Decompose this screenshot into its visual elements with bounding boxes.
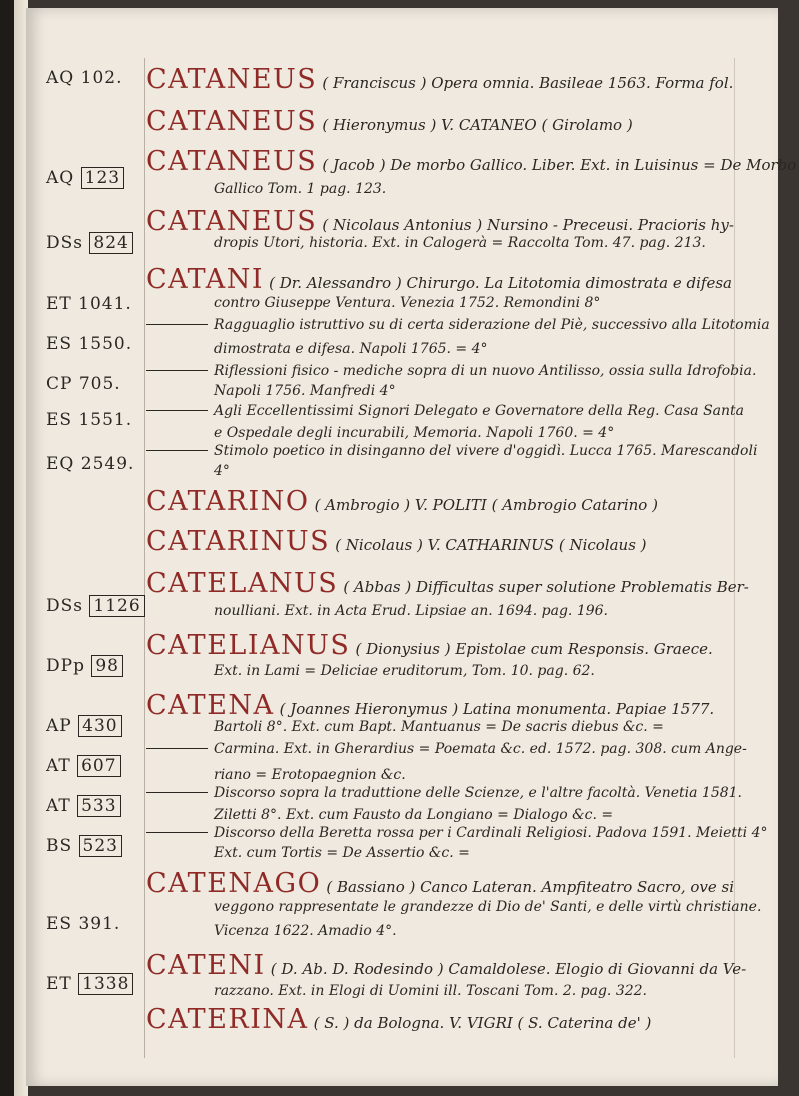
entry-surname: CATARINUS [146, 526, 331, 557]
entry-surname: CATELANUS [146, 568, 339, 599]
shelf-code: AP [46, 716, 79, 736]
entry-text: Napoli 1756. Manfredi 4° [214, 383, 396, 399]
shelf-code: ES [46, 410, 79, 430]
entry-continuation-line [146, 660, 799, 679]
entry-heading-line [146, 526, 766, 557]
entry-text: Gallico Tom. 1 pag. 123. [214, 181, 387, 197]
shelf-code: ET [46, 974, 79, 994]
shelf-code: EQ [46, 454, 81, 474]
entry-surname: CATERINA [146, 1004, 309, 1035]
entry-heading-line [146, 486, 766, 517]
entry-heading-line [146, 146, 797, 177]
ditto-dash [146, 450, 208, 451]
margin-reference [46, 914, 151, 934]
entry-text: riano = Erotopaegnion &c. [214, 767, 406, 783]
entry-continuation-line [146, 178, 799, 197]
entry-text: Ragguaglio istruttivo su di certa siderazione del Piè, successivo alla Litotomia [214, 317, 770, 333]
entry-text: Carmina. Ext. in Gherardius = Poemata &c. ed. 1572. pag. 308. cum Ange- [214, 741, 747, 757]
shelf-code: AQ [46, 168, 81, 188]
shelf-number: 1126 [89, 595, 144, 617]
shelf-number: 523 [79, 835, 122, 857]
entry-continuation-line [146, 842, 799, 861]
shelf-code: ES [46, 334, 79, 354]
entry-text: ( Nicolaus ) V. CATHARINUS ( Nicolaus ) [335, 536, 647, 554]
entry-surname: CATELIANUS [146, 630, 351, 661]
entry-continuation-line [146, 782, 766, 801]
entry-text: Vicenza 1622. Amadio 4°. [214, 923, 397, 939]
entry-continuation-line [146, 980, 799, 999]
entry-surname: CATANEUS [146, 106, 318, 137]
entry-continuation-line [146, 896, 799, 915]
entry-text: noulliani. Ext. in Acta Erud. Lipsiae an. 1694. pag. 196. [214, 603, 609, 619]
shelf-code: ES [46, 914, 79, 934]
entry-continuation-line [146, 920, 799, 939]
entry-text: dimostrata e difesa. Napoli 1765. = 4° [214, 341, 488, 357]
margin-reference [46, 454, 151, 474]
entry-text: Ext. in Lami = Deliciae eruditorum, Tom. 10. pag. 62. [214, 663, 595, 679]
entry-continuation-line [146, 292, 799, 311]
entry-text: ( D. Ab. D. Rodesindo ) Camaldolese. Elogio di Giovanni da Ve- [270, 960, 747, 978]
ditto-dash [146, 410, 208, 411]
shelf-number: 1551. [78, 410, 133, 430]
margin-reference [46, 233, 151, 253]
ditto-dash [146, 370, 208, 371]
entry-continuation-line [146, 600, 799, 619]
entry-surname: CATENAGO [146, 868, 322, 899]
entry-text: Ziletti 8°. Ext. cum Fausto da Longiano = Dialogo &c. = [214, 807, 614, 823]
entry-text: contro Giuseppe Ventura. Venezia 1752. Remondini 8° [214, 295, 601, 311]
margin-reference [46, 374, 151, 394]
margin-reference [46, 410, 151, 430]
entry-text: ( Franciscus ) Opera omnia. Basileae 1563. Forma fol. [322, 74, 734, 92]
shelf-number: 391. [78, 914, 121, 934]
margin-rule [144, 58, 145, 1058]
entry-continuation-line [146, 380, 799, 399]
entry-surname: CATENA [146, 690, 275, 721]
shelf-number: 1338 [78, 973, 133, 995]
shelf-code: DSs [46, 596, 90, 616]
entry-text: Bartoli 8°. Ext. cum Bapt. Mantuanus = De sacris diebus &c. = [214, 719, 664, 735]
entry-surname: CATANEUS [146, 206, 318, 237]
shelf-code: ET [46, 294, 79, 314]
ditto-dash [146, 832, 208, 833]
entry-surname: CATARINO [146, 486, 310, 517]
ditto-dash [146, 792, 208, 793]
entry-continuation-line [146, 738, 766, 757]
margin-reference [46, 596, 151, 616]
entry-text: Agli Eccellentissimi Signori Delegato e Governatore della Reg. Casa Santa [214, 403, 744, 419]
shelf-number: 123 [81, 167, 124, 189]
margin-reference [46, 334, 151, 354]
entry-text: ( Nicolaus Antonius ) Nursino - Preceusi. Pracioris hy- [322, 216, 734, 234]
margin-reference [46, 656, 151, 676]
entry-continuation-line [146, 460, 799, 479]
entry-continuation-line [146, 232, 799, 251]
shelf-number: 430 [78, 715, 121, 737]
entry-surname: CATANEUS [146, 146, 318, 177]
entry-continuation-line [146, 422, 799, 441]
entry-continuation-line [146, 804, 799, 823]
entry-text: 4° [214, 463, 230, 479]
shelf-number: 98 [91, 655, 123, 677]
manuscript-page [26, 8, 797, 1086]
shelf-number: 824 [89, 232, 132, 254]
entry-heading-line [146, 868, 766, 899]
entry-text: Riflessioni fisico - mediche sopra di un nuovo Antilisso, ossia sulla Idrofobia. [214, 363, 757, 379]
ditto-dash [146, 748, 208, 749]
entry-text: e Ospedale degli incurabili, Memoria. Napoli 1760. = 4° [214, 425, 615, 441]
entry-continuation-line [146, 314, 770, 333]
entry-text: ( Dionysius ) Epistolae cum Responsis. Graece. [355, 640, 713, 658]
shelf-code: AT [46, 796, 78, 816]
entry-text: Discorso sopra la traduttione delle Scienze, e l'altre facoltà. Venetia 1581. [214, 785, 742, 801]
entry-text: ( Joannes Hieronymus ) Latina monumenta. Papiae 1577. [279, 700, 715, 718]
margin-reference [46, 68, 151, 88]
shelf-code: DSs [46, 233, 90, 253]
entry-text: Discorso della Beretta rossa per i Cardinali Religiosi. Padova 1591. Meietti 4° [214, 825, 768, 841]
entry-heading-line [146, 950, 766, 981]
entry-heading-line [146, 568, 766, 599]
entry-text: veggono rappresentate le grandezze di Dio de' Santi, e delle virtù christiane. [214, 899, 762, 915]
entry-heading-line [146, 264, 766, 295]
shelf-number: 533 [77, 795, 120, 817]
margin-reference [46, 756, 151, 776]
shelf-number: 607 [77, 755, 120, 777]
shelf-code: DPp [46, 656, 92, 676]
shelf-number: 705. [78, 374, 121, 394]
entry-text: ( Bassiano ) Canco Lateran. Ampfiteatro Sacro, ove si [326, 878, 735, 896]
entry-heading-line [146, 106, 766, 137]
entry-text: ( Ambrogio ) V. POLITI ( Ambrogio Catarino ) [314, 496, 658, 514]
margin-reference [46, 716, 151, 736]
shelf-number: 102. [80, 68, 123, 88]
entry-continuation-line [146, 338, 799, 357]
entry-continuation-line [146, 822, 766, 841]
entry-text: ( Abbas ) Difficultas super solutione Problematis Ber- [343, 578, 749, 596]
entry-heading-line [146, 64, 766, 95]
shelf-code: AT [46, 756, 78, 776]
margin-reference [46, 974, 151, 994]
entry-surname: CATANEUS [146, 64, 318, 95]
shelf-code: CP [46, 374, 79, 394]
entry-surname: CATANI [146, 264, 265, 295]
entry-text: Stimolo poetico in disinganno del vivere d'oggidì. Lucca 1765. Marescandoli [214, 443, 758, 459]
entry-continuation-line [146, 440, 766, 459]
shelf-number: 2549. [80, 454, 135, 474]
entry-heading-line [146, 1004, 766, 1035]
shelf-number: 1550. [78, 334, 133, 354]
entry-text: ( S. ) da Bologna. V. VIGRI ( S. Caterina de' ) [313, 1014, 652, 1032]
margin-reference [46, 168, 151, 188]
entry-text: ( Dr. Alessandro ) Chirurgo. La Litotomia dimostrata e difesa [269, 274, 732, 292]
shelf-number: 1041. [78, 294, 132, 314]
margin-reference [46, 796, 151, 816]
entry-continuation-line [146, 400, 766, 419]
margin-reference [46, 836, 151, 856]
shelf-code: AQ [46, 68, 81, 88]
entry-continuation-line [146, 360, 766, 379]
entry-text: ( Jacob ) De morbo Gallico. Liber. Ext. in Luisinus = De Morbo [322, 156, 797, 174]
margin-reference [46, 294, 151, 314]
entry-text: ( Hieronymus ) V. CATANEO ( Girolamo ) [322, 116, 633, 134]
entry-heading-line [146, 630, 766, 661]
shelf-code: BS [46, 836, 79, 856]
entry-text: Ext. cum Tortis = De Assertio &c. = [214, 845, 470, 861]
entry-text: dropis Utori, historia. Ext. in Calogerà = Raccolta Tom. 47. pag. 213. [214, 235, 706, 251]
entry-continuation-line [146, 716, 799, 735]
entry-surname: CATENI [146, 950, 266, 981]
entry-text: razzano. Ext. in Elogi di Uomini ill. Toscani Tom. 2. pag. 322. [214, 983, 647, 999]
entry-continuation-line [146, 764, 799, 783]
ditto-dash [146, 324, 208, 325]
